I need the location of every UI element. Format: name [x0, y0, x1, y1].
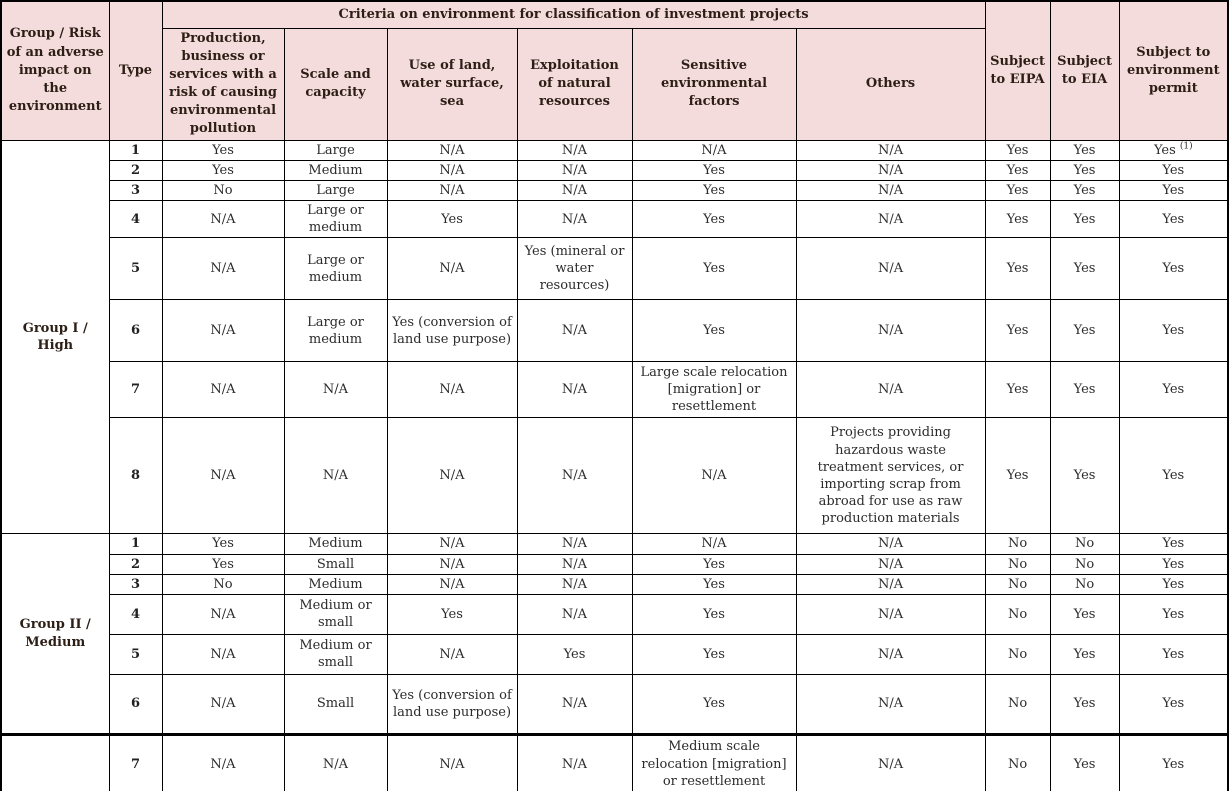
type-cell: 1	[109, 140, 162, 160]
data-cell: Projects providing hazardous waste treatment services, or importing scrap from abroad for use as raw production materials	[796, 418, 985, 534]
table-row	[1, 201, 1228, 238]
group-label-cell: Group I / High	[1, 140, 109, 534]
data-cell: N/A	[796, 534, 985, 554]
data-cell: Yes	[1050, 201, 1119, 238]
data-cell: N/A	[162, 634, 284, 674]
data-cell: Yes	[1050, 238, 1119, 300]
data-cell: Large or medium	[284, 238, 387, 300]
data-cell: Medium	[284, 574, 387, 594]
data-cell: Yes	[1050, 140, 1119, 160]
data-cell: N/A	[796, 300, 985, 362]
data-cell: N/A	[387, 554, 517, 574]
data-cell: Yes	[985, 238, 1050, 300]
data-cell: Medium or small	[284, 594, 387, 634]
data-cell: Yes	[632, 634, 796, 674]
data-cell: Yes	[1119, 300, 1228, 362]
data-cell: Yes	[162, 534, 284, 554]
group-label-cell: Group II / Medium	[1, 534, 109, 734]
data-cell: No	[1050, 534, 1119, 554]
header-scale-capacity-col: Scale and capacity	[284, 28, 387, 140]
type-cell: 5	[109, 238, 162, 300]
data-cell: Yes	[1119, 574, 1228, 594]
header-group-col: Group / Risk of an adverse impact on the environment	[1, 1, 109, 140]
data-cell: N/A	[632, 418, 796, 534]
header-type-col: Type	[109, 1, 162, 140]
data-cell: N/A	[517, 300, 632, 362]
data-cell: Yes	[632, 180, 796, 200]
table-row	[1, 362, 1228, 418]
data-cell: No	[985, 674, 1050, 734]
data-cell: N/A	[387, 734, 517, 791]
data-cell: N/A	[517, 140, 632, 160]
table-row	[1, 238, 1228, 300]
data-cell: Yes	[985, 160, 1050, 180]
data-cell: N/A	[387, 534, 517, 554]
data-cell: N/A	[632, 140, 796, 160]
header-subject-eia-col: Subject to EIA	[1050, 1, 1119, 140]
data-cell: N/A	[517, 594, 632, 634]
table-row	[1, 734, 1228, 791]
data-cell: Yes	[632, 201, 796, 238]
data-cell: Yes	[1119, 634, 1228, 674]
data-cell: N/A	[517, 734, 632, 791]
table-row	[1, 160, 1228, 180]
data-cell: Yes	[1050, 634, 1119, 674]
header-production-pollution-col: Production, business or services with a risk of causing environmental pollution	[162, 28, 284, 140]
data-cell: N/A	[796, 594, 985, 634]
data-cell: N/A	[162, 201, 284, 238]
data-cell: N/A	[517, 362, 632, 418]
data-cell: Yes	[1050, 362, 1119, 418]
data-cell: N/A	[387, 140, 517, 160]
data-cell: N/A	[387, 180, 517, 200]
data-cell: N/A	[387, 238, 517, 300]
data-cell: N/A	[517, 674, 632, 734]
data-cell: Yes	[632, 554, 796, 574]
data-cell: N/A	[387, 574, 517, 594]
data-cell: N/A	[387, 418, 517, 534]
data-cell: N/A	[796, 160, 985, 180]
data-cell: Yes	[517, 634, 632, 674]
data-cell: N/A	[162, 238, 284, 300]
data-cell: N/A	[796, 201, 985, 238]
data-cell: No	[1050, 574, 1119, 594]
data-cell: Yes	[632, 300, 796, 362]
data-cell: Yes	[632, 674, 796, 734]
data-cell: No	[985, 634, 1050, 674]
type-cell: 4	[109, 594, 162, 634]
header-subject-eipa-col: Subject to EIPA	[985, 1, 1050, 140]
data-cell: N/A	[796, 238, 985, 300]
table-header	[1, 1, 1228, 140]
data-cell: No	[985, 574, 1050, 594]
data-cell: Yes	[632, 594, 796, 634]
data-cell: No	[162, 180, 284, 200]
data-cell: Yes	[1050, 160, 1119, 180]
data-cell: Yes	[1119, 238, 1228, 300]
table-body	[1, 140, 1228, 791]
type-cell: 1	[109, 534, 162, 554]
data-cell: Yes	[985, 300, 1050, 362]
data-cell: Yes	[1050, 734, 1119, 791]
header-natural-resources-col: Exploitation of natural resources	[517, 28, 632, 140]
data-cell: Yes	[162, 140, 284, 160]
data-cell: Medium	[284, 160, 387, 180]
type-cell: 2	[109, 160, 162, 180]
data-cell: N/A	[517, 160, 632, 180]
type-cell: 4	[109, 201, 162, 238]
data-cell: N/A	[517, 534, 632, 554]
header-environment-permit-col: Subject to environment permit	[1119, 1, 1228, 140]
data-cell: N/A	[284, 734, 387, 791]
data-cell: N/A	[796, 362, 985, 418]
data-cell: Yes	[387, 201, 517, 238]
data-cell: Yes (conversion of land use purpose)	[387, 674, 517, 734]
data-cell: N/A	[387, 160, 517, 180]
group-label-cell	[1, 734, 109, 791]
data-cell: Yes $^{(1)}$	[1119, 140, 1228, 160]
table-row	[1, 674, 1228, 734]
data-cell: Yes	[985, 140, 1050, 160]
data-cell: No	[162, 574, 284, 594]
data-cell: Yes	[1119, 734, 1228, 791]
type-cell: 3	[109, 180, 162, 200]
data-cell: Yes	[985, 201, 1050, 238]
data-cell: Yes	[632, 160, 796, 180]
data-cell: Medium	[284, 534, 387, 554]
data-cell: N/A	[162, 362, 284, 418]
type-cell: 3	[109, 574, 162, 594]
data-cell: Yes	[985, 362, 1050, 418]
header-others-col: Others	[796, 28, 985, 140]
data-cell: Yes	[1119, 362, 1228, 418]
data-cell: Yes	[1119, 594, 1228, 634]
data-cell: Small	[284, 554, 387, 574]
data-cell: Yes	[387, 594, 517, 634]
data-cell: N/A	[632, 534, 796, 554]
data-cell: Yes	[1119, 160, 1228, 180]
type-cell: 8	[109, 418, 162, 534]
header-sensitive-factors-col: Sensitive environmental factors	[632, 28, 796, 140]
data-cell: N/A	[284, 362, 387, 418]
data-cell: Yes	[1119, 674, 1228, 734]
data-cell: Yes	[1119, 180, 1228, 200]
data-cell: Yes	[632, 574, 796, 594]
data-cell: Yes	[1119, 201, 1228, 238]
data-cell: Yes (mineral or water resources)	[517, 238, 632, 300]
data-cell: Yes	[1050, 180, 1119, 200]
data-cell: Large or medium	[284, 201, 387, 238]
table-row	[1, 554, 1228, 574]
data-cell: No	[1050, 554, 1119, 574]
data-cell: N/A	[796, 574, 985, 594]
table-row	[1, 594, 1228, 634]
data-cell: No	[985, 734, 1050, 791]
data-cell: Small	[284, 674, 387, 734]
data-cell: Medium scale relocation [migration] or resettlement	[632, 734, 796, 791]
type-cell: 6	[109, 674, 162, 734]
data-cell: N/A	[387, 634, 517, 674]
type-cell: 7	[109, 734, 162, 791]
data-cell: Yes	[1050, 418, 1119, 534]
data-cell: Large or medium	[284, 300, 387, 362]
data-cell: N/A	[796, 554, 985, 574]
data-cell: N/A	[796, 140, 985, 160]
table-row	[1, 634, 1228, 674]
type-cell: 6	[109, 300, 162, 362]
data-cell: No	[985, 534, 1050, 554]
data-cell: N/A	[517, 180, 632, 200]
data-cell: Yes	[1050, 300, 1119, 362]
data-cell: Yes	[632, 238, 796, 300]
data-cell: Yes	[1119, 534, 1228, 554]
data-cell: N/A	[517, 201, 632, 238]
data-cell: Yes	[1119, 418, 1228, 534]
data-cell: N/A	[796, 180, 985, 200]
type-cell: 7	[109, 362, 162, 418]
table-row	[1, 534, 1228, 554]
table-row	[1, 180, 1228, 200]
table-row	[1, 140, 1228, 160]
data-cell: Yes	[985, 418, 1050, 534]
data-cell: N/A	[162, 734, 284, 791]
data-cell: Large	[284, 180, 387, 200]
type-cell: 2	[109, 554, 162, 574]
header-use-of-land-col: Use of land, water surface, sea	[387, 28, 517, 140]
data-cell: N/A	[517, 418, 632, 534]
data-cell: Yes	[985, 180, 1050, 200]
data-cell: N/A	[162, 300, 284, 362]
data-cell: Yes (conversion of land use purpose)	[387, 300, 517, 362]
data-cell: Yes	[1119, 554, 1228, 574]
table-row	[1, 300, 1228, 362]
data-cell: Large scale relocation [migration] or resettlement	[632, 362, 796, 418]
data-cell: No	[985, 594, 1050, 634]
data-cell: N/A	[796, 734, 985, 791]
footnote-marker: (1)	[1179, 141, 1193, 152]
data-cell: N/A	[796, 634, 985, 674]
data-cell: No	[985, 554, 1050, 574]
data-cell: Yes	[162, 160, 284, 180]
table-row	[1, 418, 1228, 534]
data-cell: N/A	[517, 574, 632, 594]
type-cell: 5	[109, 634, 162, 674]
header-criteria-banner: Criteria on environment for classification of investment projects	[162, 1, 985, 28]
data-cell: N/A	[284, 418, 387, 534]
data-cell: Yes	[1050, 594, 1119, 634]
data-cell: N/A	[517, 554, 632, 574]
data-cell: N/A	[162, 674, 284, 734]
data-cell: N/A	[162, 418, 284, 534]
data-cell: N/A	[796, 674, 985, 734]
data-cell: Medium or small	[284, 634, 387, 674]
table-row	[1, 574, 1228, 594]
data-cell: Yes	[162, 554, 284, 574]
data-cell: N/A	[162, 594, 284, 634]
data-cell: N/A	[387, 362, 517, 418]
data-cell: Yes	[1050, 674, 1119, 734]
data-cell: Large	[284, 140, 387, 160]
